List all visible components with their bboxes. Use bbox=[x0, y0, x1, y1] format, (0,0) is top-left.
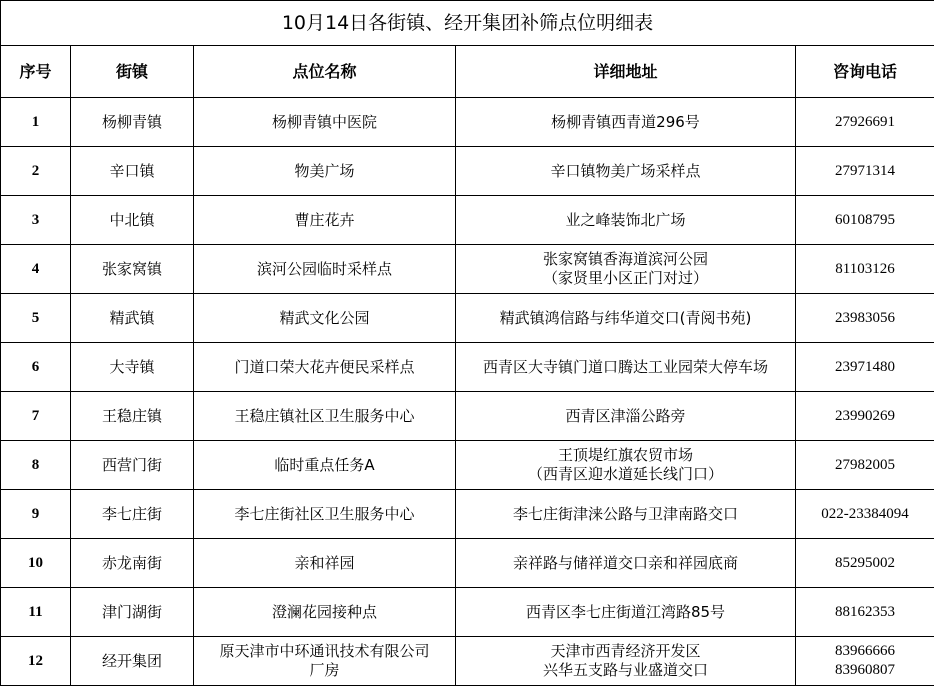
cell-address bbox=[456, 441, 796, 490]
cell-address bbox=[456, 98, 796, 147]
cell-index: 9 bbox=[1, 490, 71, 539]
cell-phone-line: 27971314 bbox=[835, 162, 895, 179]
header-address: 详细地址 bbox=[456, 46, 796, 98]
cell-address-line: （西青区迎水道延长线门口） bbox=[527, 465, 723, 483]
table-body bbox=[1, 98, 934, 686]
cell-town: 中北镇 bbox=[71, 196, 194, 245]
cell-phone-line: 83966666 bbox=[835, 643, 895, 659]
cell-index: 5 bbox=[1, 294, 71, 343]
cell-address-line: 王顶堤红旗农贸市场 bbox=[557, 446, 693, 464]
cell-address bbox=[456, 392, 796, 441]
table-row bbox=[1, 539, 934, 588]
header-site-name: 点位名称 bbox=[194, 46, 456, 98]
cell-index: 8 bbox=[1, 441, 71, 490]
cell-phone-line: 60108795 bbox=[835, 211, 895, 228]
cell-phone-line: 23990269 bbox=[835, 407, 895, 424]
cell-index: 1 bbox=[1, 98, 71, 147]
cell-phone-line: 27926691 bbox=[835, 113, 895, 130]
table-row bbox=[1, 196, 934, 245]
cell-town: 津门湖街 bbox=[71, 588, 194, 637]
cell-phone-line: 83960807 bbox=[835, 662, 895, 678]
table-row bbox=[1, 245, 934, 294]
cell-address-line: （家贤里小区正门对过） bbox=[542, 269, 708, 287]
table-row bbox=[1, 343, 934, 392]
cell-site-name: 澄澜花园接种点 bbox=[194, 588, 456, 637]
table-row bbox=[1, 98, 934, 147]
cell-phone-line: 88162353 bbox=[835, 603, 895, 620]
cell-phone-line: 022-23384094 bbox=[821, 505, 909, 522]
table-row bbox=[1, 294, 934, 343]
cell-index: 3 bbox=[1, 196, 71, 245]
cell-phone-line: 23983056 bbox=[835, 309, 895, 326]
cell-site-name: 王稳庄镇社区卫生服务中心 bbox=[194, 392, 456, 441]
cell-site-name: 杨柳青镇中医院 bbox=[194, 98, 456, 147]
cell-phone bbox=[796, 588, 934, 637]
cell-address bbox=[456, 147, 796, 196]
header-index: 序号 bbox=[1, 46, 71, 98]
cell-address bbox=[456, 637, 796, 686]
cell-index: 6 bbox=[1, 343, 71, 392]
cell-address bbox=[456, 539, 796, 588]
table-row bbox=[1, 441, 934, 490]
cell-address-line: 张家窝镇香海道滨河公园 bbox=[542, 250, 708, 268]
table-row bbox=[1, 392, 934, 441]
cell-address-line: 辛口镇物美广场采样点 bbox=[550, 161, 701, 180]
cell-site-name: 滨河公园临时采样点 bbox=[194, 245, 456, 294]
cell-address-line: 杨柳青镇西青道296号 bbox=[551, 112, 700, 131]
cell-town: 王稳庄镇 bbox=[71, 392, 194, 441]
cell-site-name: 门道口荣大花卉便民采样点 bbox=[194, 343, 456, 392]
cell-address-line: 亲祥路与储祥道交口亲和祥园底商 bbox=[512, 553, 738, 572]
cell-address bbox=[456, 588, 796, 637]
cell-site-name bbox=[194, 637, 456, 686]
cell-phone bbox=[796, 539, 934, 588]
cell-site-name: 李七庄街社区卫生服务中心 bbox=[194, 490, 456, 539]
cell-town: 张家窝镇 bbox=[71, 245, 194, 294]
cell-site-name: 物美广场 bbox=[194, 147, 456, 196]
cell-phone bbox=[796, 490, 934, 539]
cell-address bbox=[456, 245, 796, 294]
cell-index: 2 bbox=[1, 147, 71, 196]
cell-address-line: 精武镇鸿信路与纬华道交口(青阅书苑) bbox=[499, 308, 752, 327]
cell-phone bbox=[796, 441, 934, 490]
cell-address-line: 西青区大寺镇门道口腾达工业园荣大停车场 bbox=[482, 357, 768, 376]
table-title: 10月14日各街镇、经开集团补筛点位明细表 bbox=[1, 1, 934, 46]
cell-town: 经开集团 bbox=[71, 637, 194, 686]
table-row bbox=[1, 490, 934, 539]
cell-phone-line: 23971480 bbox=[835, 358, 895, 375]
cell-index: 10 bbox=[1, 539, 71, 588]
cell-phone-line: 27982005 bbox=[835, 456, 895, 473]
table-row bbox=[1, 147, 934, 196]
header-town: 街镇 bbox=[71, 46, 194, 98]
cell-phone-line: 81103126 bbox=[835, 260, 895, 277]
cell-town: 大寺镇 bbox=[71, 343, 194, 392]
cell-index: 11 bbox=[1, 588, 71, 637]
cell-phone bbox=[796, 392, 934, 441]
cell-index: 4 bbox=[1, 245, 71, 294]
table-row bbox=[1, 588, 934, 637]
cell-address bbox=[456, 294, 796, 343]
cell-phone bbox=[796, 147, 934, 196]
cell-town: 西营门街 bbox=[71, 441, 194, 490]
cell-phone bbox=[796, 245, 934, 294]
cell-site-name-line: 厂房 bbox=[309, 661, 340, 679]
cell-address-line: 天津市西青经济开发区 bbox=[550, 642, 701, 660]
cell-phone bbox=[796, 343, 934, 392]
cell-phone bbox=[796, 294, 934, 343]
cell-address-line: 兴华五支路与业盛道交口 bbox=[542, 661, 708, 679]
cell-phone bbox=[796, 196, 934, 245]
cell-address-line: 西青区津淄公路旁 bbox=[565, 406, 686, 425]
cell-town: 辛口镇 bbox=[71, 147, 194, 196]
cell-address bbox=[456, 343, 796, 392]
table-row bbox=[1, 637, 934, 686]
cell-address-line: 业之峰装饰北广场 bbox=[565, 210, 686, 229]
cell-phone bbox=[796, 98, 934, 147]
cell-address bbox=[456, 490, 796, 539]
cell-phone-line: 85295002 bbox=[835, 554, 895, 571]
cell-address-line: 李七庄街津涞公路与卫津南路交口 bbox=[512, 504, 738, 523]
cell-site-name: 曹庄花卉 bbox=[194, 196, 456, 245]
cell-index: 7 bbox=[1, 392, 71, 441]
cell-site-name: 亲和祥园 bbox=[194, 539, 456, 588]
cell-site-name: 临时重点任务A bbox=[194, 441, 456, 490]
header-row bbox=[1, 46, 934, 98]
cell-phone bbox=[796, 637, 934, 686]
header-phone: 咨询电话 bbox=[796, 46, 934, 98]
cell-address bbox=[456, 196, 796, 245]
cell-site-name: 精武文化公园 bbox=[194, 294, 456, 343]
cell-town: 杨柳青镇 bbox=[71, 98, 194, 147]
cell-town: 精武镇 bbox=[71, 294, 194, 343]
cell-site-name-line: 原天津市中环通讯技术有限公司 bbox=[219, 642, 430, 660]
cell-index: 12 bbox=[1, 637, 71, 686]
cell-town: 李七庄街 bbox=[71, 490, 194, 539]
cell-address-line: 西青区李七庄街道江湾路85号 bbox=[525, 602, 726, 621]
cell-town: 赤龙南街 bbox=[71, 539, 194, 588]
